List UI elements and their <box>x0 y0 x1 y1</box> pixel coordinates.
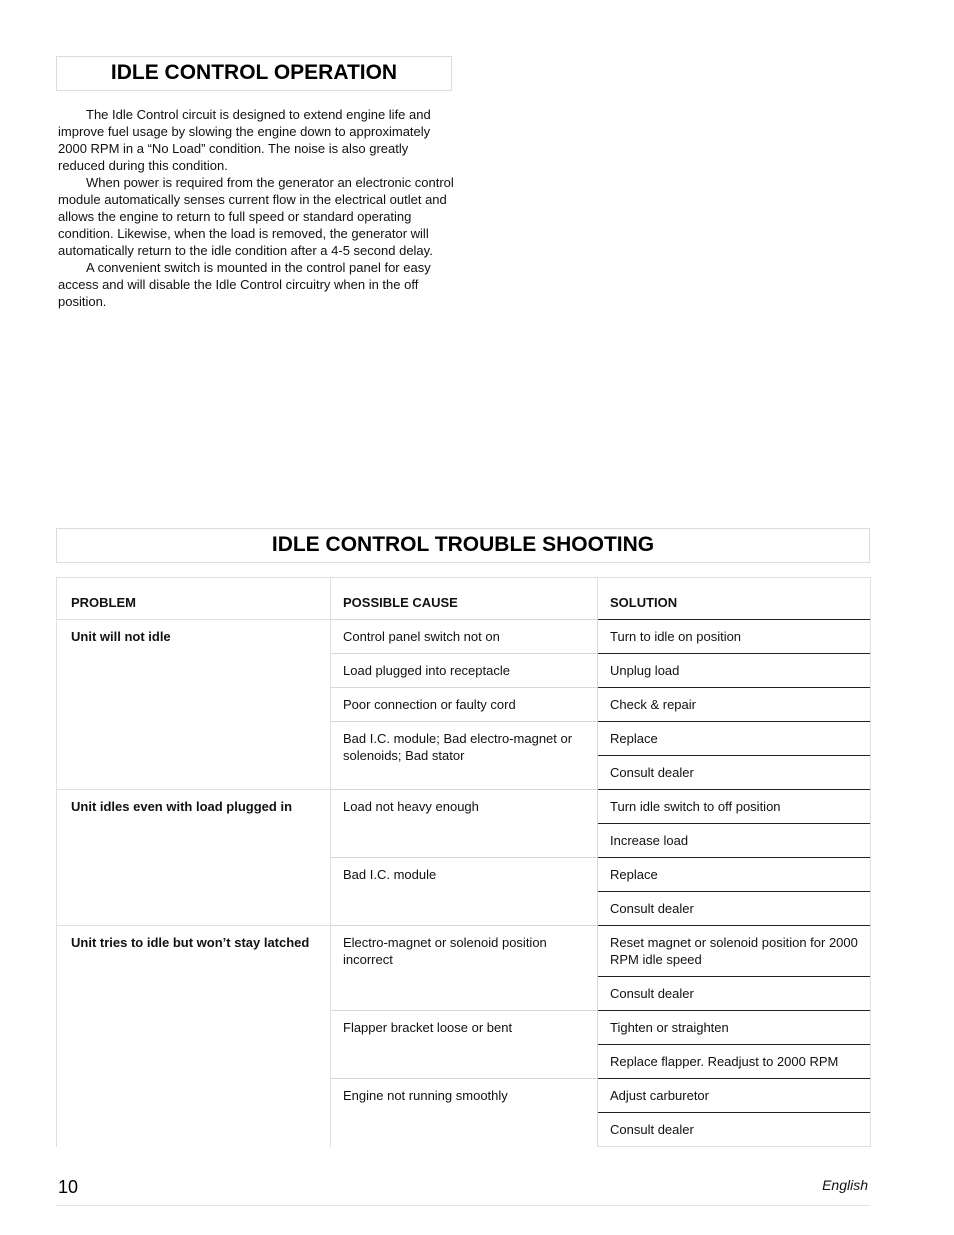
solution-cell: Turn to idle on position <box>598 620 871 654</box>
idle-control-operation-title: IDLE CONTROL OPERATION <box>56 56 452 91</box>
solution-cell: Consult dealer <box>598 977 871 1011</box>
cause-cell: Poor connection or faulty cord <box>331 688 598 722</box>
cause-cell: Flapper bracket loose or bent <box>331 1011 598 1079</box>
solution-cell: Replace <box>598 858 871 892</box>
table-row <box>57 790 871 824</box>
column-header-solution: SOLUTION <box>598 578 871 620</box>
column-header-cause: POSSIBLE CAUSE <box>331 578 598 620</box>
solution-cell: Unplug load <box>598 654 871 688</box>
column-header-problem: PROBLEM <box>57 578 331 620</box>
troubleshooting-table <box>56 577 871 1147</box>
problem-cell: Unit will not idle <box>57 620 331 790</box>
operation-paragraph: The Idle Control circuit is designed to extend engine life and improve fuel usage by slowing the engine down to approximately 2000 RPM in a “No Load” condition. The noise is also greatly reduced during this condition. <box>58 107 431 173</box>
cause-cell: Load not heavy enough <box>331 790 598 858</box>
table-row <box>57 926 871 977</box>
cause-cell: Bad I.C. module <box>331 858 598 926</box>
page-number: 10 <box>58 1177 79 1197</box>
solution-cell: Replace flapper. Readjust to 2000 RPM <box>598 1045 871 1079</box>
solution-cell: Consult dealer <box>598 892 871 926</box>
cause-cell: Electro-magnet or solenoid position incorrect <box>331 926 598 1011</box>
language-label: English <box>822 1177 868 1193</box>
solution-cell: Turn idle switch to off position <box>598 790 871 824</box>
solution-cell: Reset magnet or solenoid position for 2000 RPM idle speed <box>598 926 871 977</box>
solution-cell: Consult dealer <box>598 1113 871 1147</box>
operation-paragraph: When power is required from the generator an electronic control module automatically senses current flow in the electrical outlet and allows the engine to return to full speed or standard operating condition. Likewise, when the load is removed, the generator will automatically return to the idle condition after a 4-5 second delay. <box>58 175 454 258</box>
solution-cell: Increase load <box>598 824 871 858</box>
cause-cell: Load plugged into receptacle <box>331 654 598 688</box>
cause-cell: Engine not running smoothly <box>331 1079 598 1147</box>
solution-cell: Consult dealer <box>598 756 871 790</box>
solution-cell: Adjust carburetor <box>598 1079 871 1113</box>
problem-cell: Unit idles even with load plugged in <box>57 790 331 926</box>
solution-cell: Check & repair <box>598 688 871 722</box>
problem-cell: Unit tries to idle but won’t stay latched <box>57 926 331 1147</box>
solution-cell: Tighten or straighten <box>598 1011 871 1045</box>
solution-cell: Replace <box>598 722 871 756</box>
table-row <box>57 620 871 654</box>
table-header-row <box>57 578 871 620</box>
operation-paragraph: A convenient switch is mounted in the control panel for easy access and will disable the Idle Control circuitry when in the off position. <box>58 260 431 309</box>
footer-divider <box>56 1205 870 1206</box>
operation-description <box>58 106 454 310</box>
cause-cell: Control panel switch not on <box>331 620 598 654</box>
cause-cell: Bad I.C. module; Bad electro-magnet or solenoids; Bad stator <box>331 722 598 790</box>
troubleshooting-title: IDLE CONTROL TROUBLE SHOOTING <box>56 528 870 563</box>
